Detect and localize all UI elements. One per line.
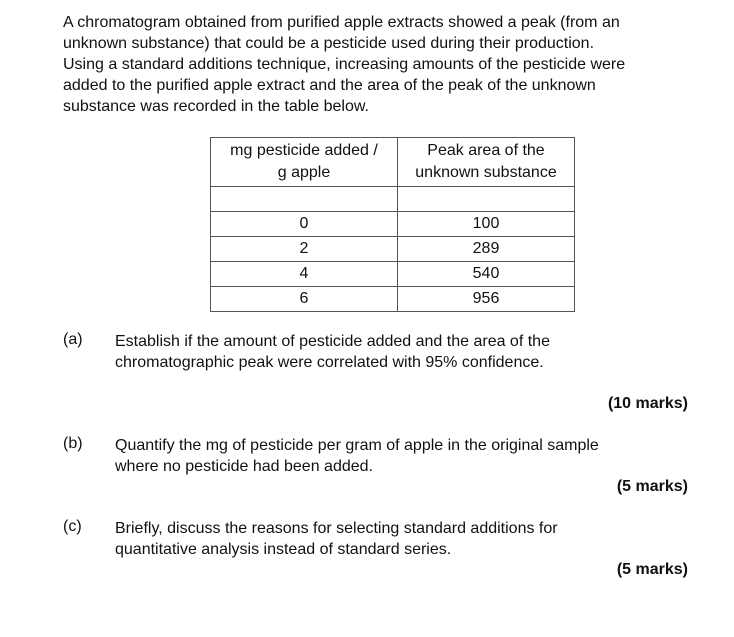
cell-mg: 0	[211, 212, 398, 237]
data-table	[210, 137, 575, 312]
header-mg-line2: g apple	[277, 164, 331, 181]
cell-mg: 2	[211, 237, 398, 262]
question-line: Briefly, discuss the reasons for selecting standard additions for	[115, 520, 558, 537]
table-spacer-row	[211, 187, 575, 212]
table-cell	[398, 187, 575, 212]
table-row	[211, 237, 575, 262]
cell-area: 100	[398, 212, 575, 237]
cell-mg: 4	[211, 262, 398, 287]
header-area-line1: Peak area of the	[427, 142, 545, 159]
intro-line: unknown substance) that could be a pesticide used during their production.	[63, 35, 595, 52]
question-label: (b)	[63, 435, 83, 452]
header-peak-area	[398, 138, 575, 187]
question-line: Quantify the mg of pesticide per gram of apple in the original sample	[115, 437, 599, 454]
table-row	[211, 287, 575, 312]
question-line: quantitative analysis instead of standard series.	[115, 541, 452, 558]
header-mg-line1: mg pesticide added /	[230, 142, 378, 159]
marks-b: (5 marks)	[616, 478, 688, 495]
header-area-line2: unknown substance	[415, 164, 557, 181]
cell-area: 956	[398, 287, 575, 312]
question-line: chromatographic peak were correlated with 95% confidence.	[115, 354, 544, 371]
table-row	[211, 262, 575, 287]
intro-paragraph	[63, 12, 688, 117]
question-text	[115, 435, 688, 477]
cell-mg: 6	[211, 287, 398, 312]
table-row	[211, 212, 575, 237]
intro-line: added to the purified apple extract and the area of the peak of the unknown	[63, 77, 596, 94]
table-cell	[211, 187, 398, 212]
question-line: Establish if the amount of pesticide added and the area of the	[115, 333, 550, 350]
cell-area: 289	[398, 237, 575, 262]
header-mg-pesticide	[211, 138, 398, 187]
marks-a: (10 marks)	[607, 395, 688, 412]
intro-line: substance was recorded in the table below.	[63, 98, 369, 115]
intro-line: Using a standard additions technique, increasing amounts of the pesticide were	[63, 56, 626, 73]
marks-c: (5 marks)	[616, 561, 688, 578]
question-text	[115, 331, 688, 373]
question-line: where no pesticide had been added.	[115, 458, 373, 475]
table-header-row	[211, 138, 575, 187]
question-text	[115, 518, 688, 560]
question-label: (a)	[63, 331, 83, 348]
intro-line: A chromatogram obtained from purified apple extracts showed a peak (from an	[63, 14, 620, 31]
cell-area: 540	[398, 262, 575, 287]
question-label: (c)	[63, 518, 82, 535]
